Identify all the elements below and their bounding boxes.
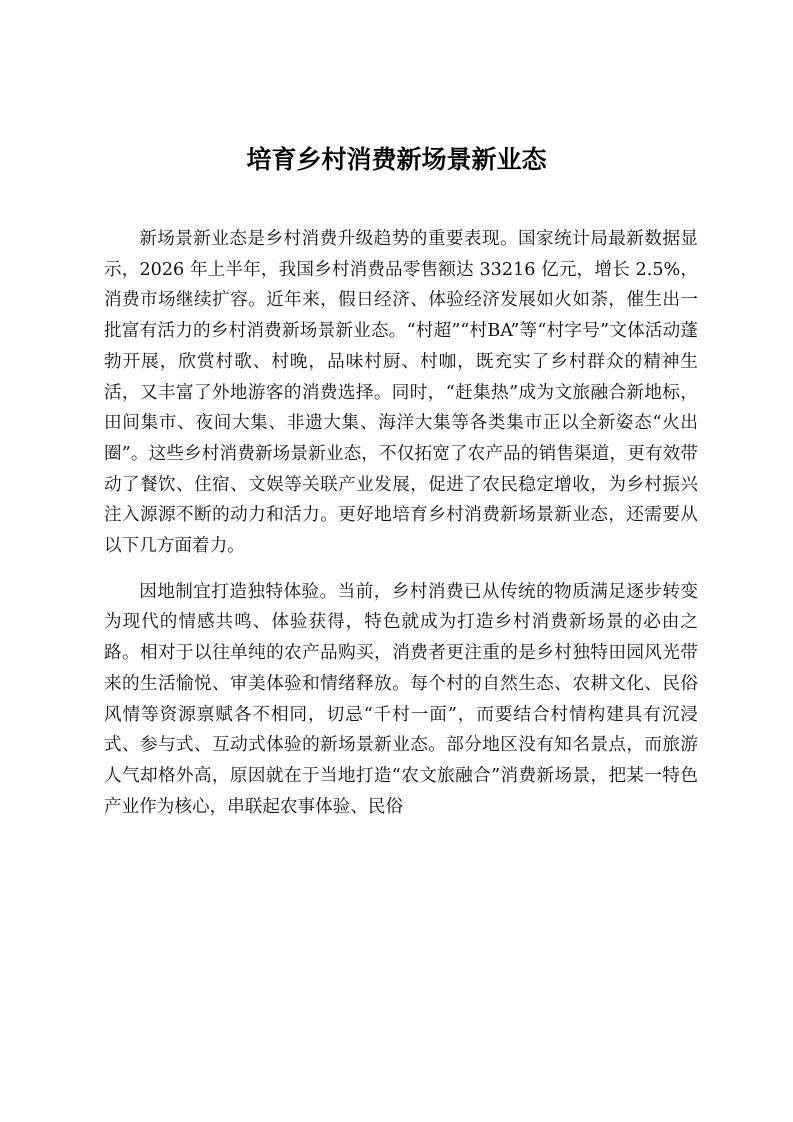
paragraph-1: 新场景新业态是乡村消费升级趋势的重要表现。国家统计局最新数据显示，2026 年上半年，我国乡村消费品零售额达 33216 亿元，增长 2.5%，消费市场继续扩容。近年来，假日经济、体验经济发展如火如荼，催生出一批富有活力的乡村消费新场景新业态。“村超”“村BA”等“村字号”文体活动蓬勃开展，欣赏村歌、村晚，品味村厨、村咖，既充实了乡村群众的精神生活，又丰富了外地游客的消费选择。同时，“赶集热”成为文旅融合新地标，田间集市、夜间大集、非遗大集、海洋大集等各类集市正以全新姿态“火出圈”。这些乡村消费新场景新业态，不仅拓宽了农产品的销售渠道，更有效带动了餐饮、住宿、文娱等关联产业发展，促进了农民稳定增收，为乡村振兴注入源源不断的动力和活力。更好地培育乡村消费新场景新业态，还需要从以下几方面着力。 bbox=[104, 229, 698, 557]
paragraph-2: 因地制宜打造独特体验。当前，乡村消费已从传统的物质满足逐步转变为现代的情感共鸣、体验获得，特色就成为打造乡村消费新场景的必由之路。相对于以往单纯的农产品购买，消费者更注重的是乡村独特田园风光带来的生活愉悦、审美体验和情绪释放。每个村的自然生态、农耕文化、民俗风情等资源禀赋各不相同，切忌“千村一面”，而要结合村情构建具有沉浸式、参与式、互动式体验的新场景新业态。部分地区没有知名景点，而旅游人气却格外高，原因就在于当地打造“农文旅融合”消费新场景，把某一特色产业作为核心，串联起农事体验、民俗 bbox=[104, 581, 698, 817]
document-body bbox=[104, 224, 698, 822]
document-title: 培育乡村消费新场景新业态 bbox=[246, 145, 547, 174]
